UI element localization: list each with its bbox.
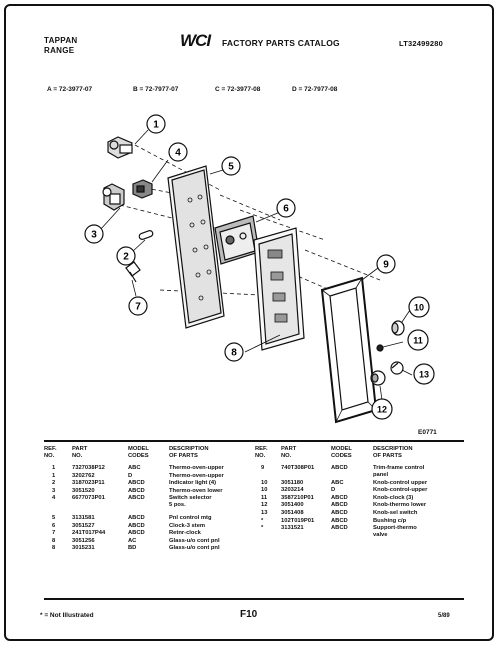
part-13-knob-sel [391, 362, 403, 374]
part-9-trim-frame [322, 278, 376, 422]
brand-block [44, 36, 78, 56]
table-top-rule [44, 440, 464, 442]
header-desc-right: DESCRIPTION OF PARTS [373, 446, 413, 459]
part-4-switch-selector [133, 180, 152, 198]
cell-model: ABCD [128, 487, 145, 494]
cell-model: ABCD [331, 525, 348, 532]
catalog-title: FACTORY PARTS CATALOG [222, 38, 340, 48]
callout-6 [277, 199, 295, 217]
cell-part: 102T019P01 [281, 517, 315, 524]
callout-9 [377, 255, 395, 273]
cell-ref: 1 [52, 472, 56, 479]
cell-ref: 6 [52, 522, 56, 529]
cell-ref: 10 [261, 487, 268, 494]
part-10-knob-upper [392, 321, 404, 335]
cell-desc: Glass-u/o cont pnl [169, 545, 220, 552]
cell-ref: 8 [52, 545, 56, 552]
doc-number: LT32499280 [399, 39, 443, 48]
cell-model: ABCD [128, 522, 145, 529]
cell-model: ABCD [128, 480, 145, 487]
cell-model: D [128, 472, 133, 479]
part-12-knob-thermo-lower [371, 371, 385, 385]
footnote-not-illustrated: * = Not Illustrated [40, 612, 94, 619]
svg-text:12: 12 [376, 404, 388, 415]
cell-desc-line2: 5 pos. [169, 502, 186, 509]
cell-part: 3051400 [281, 502, 304, 509]
cell-model: ABCD [128, 514, 145, 521]
svg-text:1: 1 [153, 119, 159, 131]
callout-12 [372, 399, 392, 419]
cell-desc: Support-thermo [373, 525, 417, 532]
cell-ref: 10 [261, 479, 268, 486]
cell-desc: Switch selector [169, 495, 212, 502]
cell-desc: Knob-control-upper [373, 487, 428, 494]
table-bottom-rule [44, 598, 464, 600]
cell-part: 740T308P01 [281, 465, 315, 471]
cell-ref: 7 [52, 530, 56, 537]
cell-desc: Pnl control mtg [169, 514, 212, 521]
cell-part: 3051408 [281, 509, 304, 516]
header-part: PART NO. [72, 446, 88, 459]
cell-part: 6677073P01 [72, 495, 105, 502]
cell-ref: * [261, 525, 264, 532]
cell-model: AC [128, 537, 137, 544]
catalog-date: 5/89 [438, 613, 450, 619]
svg-text:5: 5 [228, 161, 234, 173]
exploded-parts-diagram [40, 100, 460, 445]
header-desc: DESCRIPTION OF PARTS [169, 446, 209, 459]
callout-3 [85, 225, 103, 243]
cell-desc: Knob-clock (3) [373, 494, 414, 501]
brand-line-1: TAPPAN [44, 36, 78, 45]
cell-part: 241T017P44 [72, 530, 106, 537]
cell-ref: 5 [52, 514, 56, 521]
cell-ref: 2 [52, 480, 56, 487]
model-d: D = 72-7977-08 [292, 86, 338, 93]
header-model: MODEL CODES [128, 446, 149, 459]
cell-desc: Glass-u/o cont pnl [169, 537, 220, 544]
svg-text:13: 13 [418, 369, 430, 380]
cell-desc-line2: valve [373, 532, 388, 539]
cell-desc: Knob-control upper [373, 479, 428, 486]
cell-part: 3015231 [72, 545, 95, 552]
cell-part: 3131581 [72, 514, 95, 521]
wci-logo-text: WCI [180, 31, 211, 49]
callout-7 [129, 297, 147, 315]
part-8-glass-panel [254, 228, 304, 350]
cell-part: 3051520 [72, 487, 95, 494]
svg-text:3: 3 [91, 229, 97, 241]
cell-part: 3203214 [281, 487, 304, 494]
cell-model: ABCD [331, 502, 348, 509]
cell-part: 3051527 [72, 522, 95, 529]
cell-ref: 13 [261, 509, 268, 516]
svg-text:9: 9 [383, 259, 389, 271]
cell-desc: Trim-frame control [373, 465, 425, 471]
cell-ref: 9 [261, 465, 265, 471]
part-11-knob-clock [377, 345, 383, 351]
callout-11 [408, 330, 428, 350]
callout-4 [169, 143, 187, 161]
cell-ref: * [261, 517, 264, 524]
cell-ref: 11 [261, 494, 268, 501]
cell-desc: Thermo-oven-upper [169, 465, 224, 471]
part-6-clock [215, 216, 259, 264]
model-c: C = 72-3977-08 [215, 86, 261, 93]
page-number: F10 [240, 609, 258, 620]
cell-ref: 1 [52, 465, 56, 471]
cell-part: 3587210P01 [281, 494, 314, 501]
cell-model: D [331, 487, 336, 494]
callout-10 [409, 297, 429, 317]
callout-2 [117, 247, 135, 265]
cell-part: 3051180 [281, 479, 304, 486]
callout-5 [222, 157, 240, 175]
callout-1 [147, 115, 165, 133]
cell-desc: Thermo-oven lower [169, 487, 223, 494]
svg-text:2: 2 [123, 251, 129, 263]
cell-ref: 12 [261, 502, 268, 509]
cell-part: 3131521 [281, 525, 304, 532]
cell-model: ABC [128, 465, 141, 471]
diagram-code: E0771 [418, 429, 437, 436]
parts-table-right [255, 446, 465, 576]
model-b: B = 72-7977-07 [133, 86, 179, 93]
part-1-thermo-upper [108, 137, 132, 158]
svg-text:8: 8 [231, 347, 237, 359]
brand-line-2: RANGE [44, 46, 75, 55]
cell-desc: Bushing c/p [373, 517, 407, 524]
cell-desc: Clock-3 stem [169, 522, 206, 529]
cell-desc: Knob-thermo lower [373, 502, 427, 509]
cell-desc: Retnr-clock [169, 530, 201, 537]
header-ref: REF. NO. [44, 446, 57, 459]
cell-desc-line2: panel [373, 472, 389, 478]
svg-text:7: 7 [135, 301, 141, 313]
callout-8 [225, 343, 243, 361]
svg-text:11: 11 [413, 335, 423, 346]
cell-desc: Knob-sel switch [373, 509, 418, 516]
model-a: A = 72-3977-07 [47, 86, 93, 93]
cell-part: 3051256 [72, 537, 95, 544]
cell-part: 3202762 [72, 472, 95, 479]
cell-model: ABCD [331, 517, 348, 524]
wci-logo [179, 31, 219, 49]
cell-ref: 4 [52, 495, 56, 502]
cell-desc: Thermo-oven-upper [169, 472, 224, 479]
callout-13 [414, 364, 434, 384]
cell-model: ABCD [331, 465, 348, 471]
header-model-right: MODEL CODES [331, 446, 352, 459]
cell-model: ABCD [331, 494, 348, 501]
part-5-panel-control-mtg [168, 166, 224, 328]
cell-model: ABCD [128, 495, 145, 502]
svg-text:4: 4 [175, 147, 181, 159]
cell-model: ABCD [128, 530, 145, 537]
cell-part: 7327038P12 [72, 465, 105, 471]
part-3-thermo-lower [103, 184, 124, 210]
cell-model: ABCD [331, 509, 348, 516]
cell-model: ABC [331, 479, 344, 486]
header-part-right: PART NO. [281, 446, 297, 459]
svg-text:10: 10 [413, 302, 425, 313]
cell-model: BD [128, 545, 137, 552]
cell-ref: 8 [52, 537, 56, 544]
cell-ref: 3 [52, 487, 56, 494]
parts-table-left [44, 446, 254, 576]
cell-desc: Indicator light (4) [169, 480, 217, 487]
svg-text:6: 6 [283, 203, 289, 215]
part-2-indicator-light [138, 230, 153, 240]
cell-part: 3187023P11 [72, 480, 105, 487]
header-ref-right: REF. NO. [255, 446, 268, 459]
